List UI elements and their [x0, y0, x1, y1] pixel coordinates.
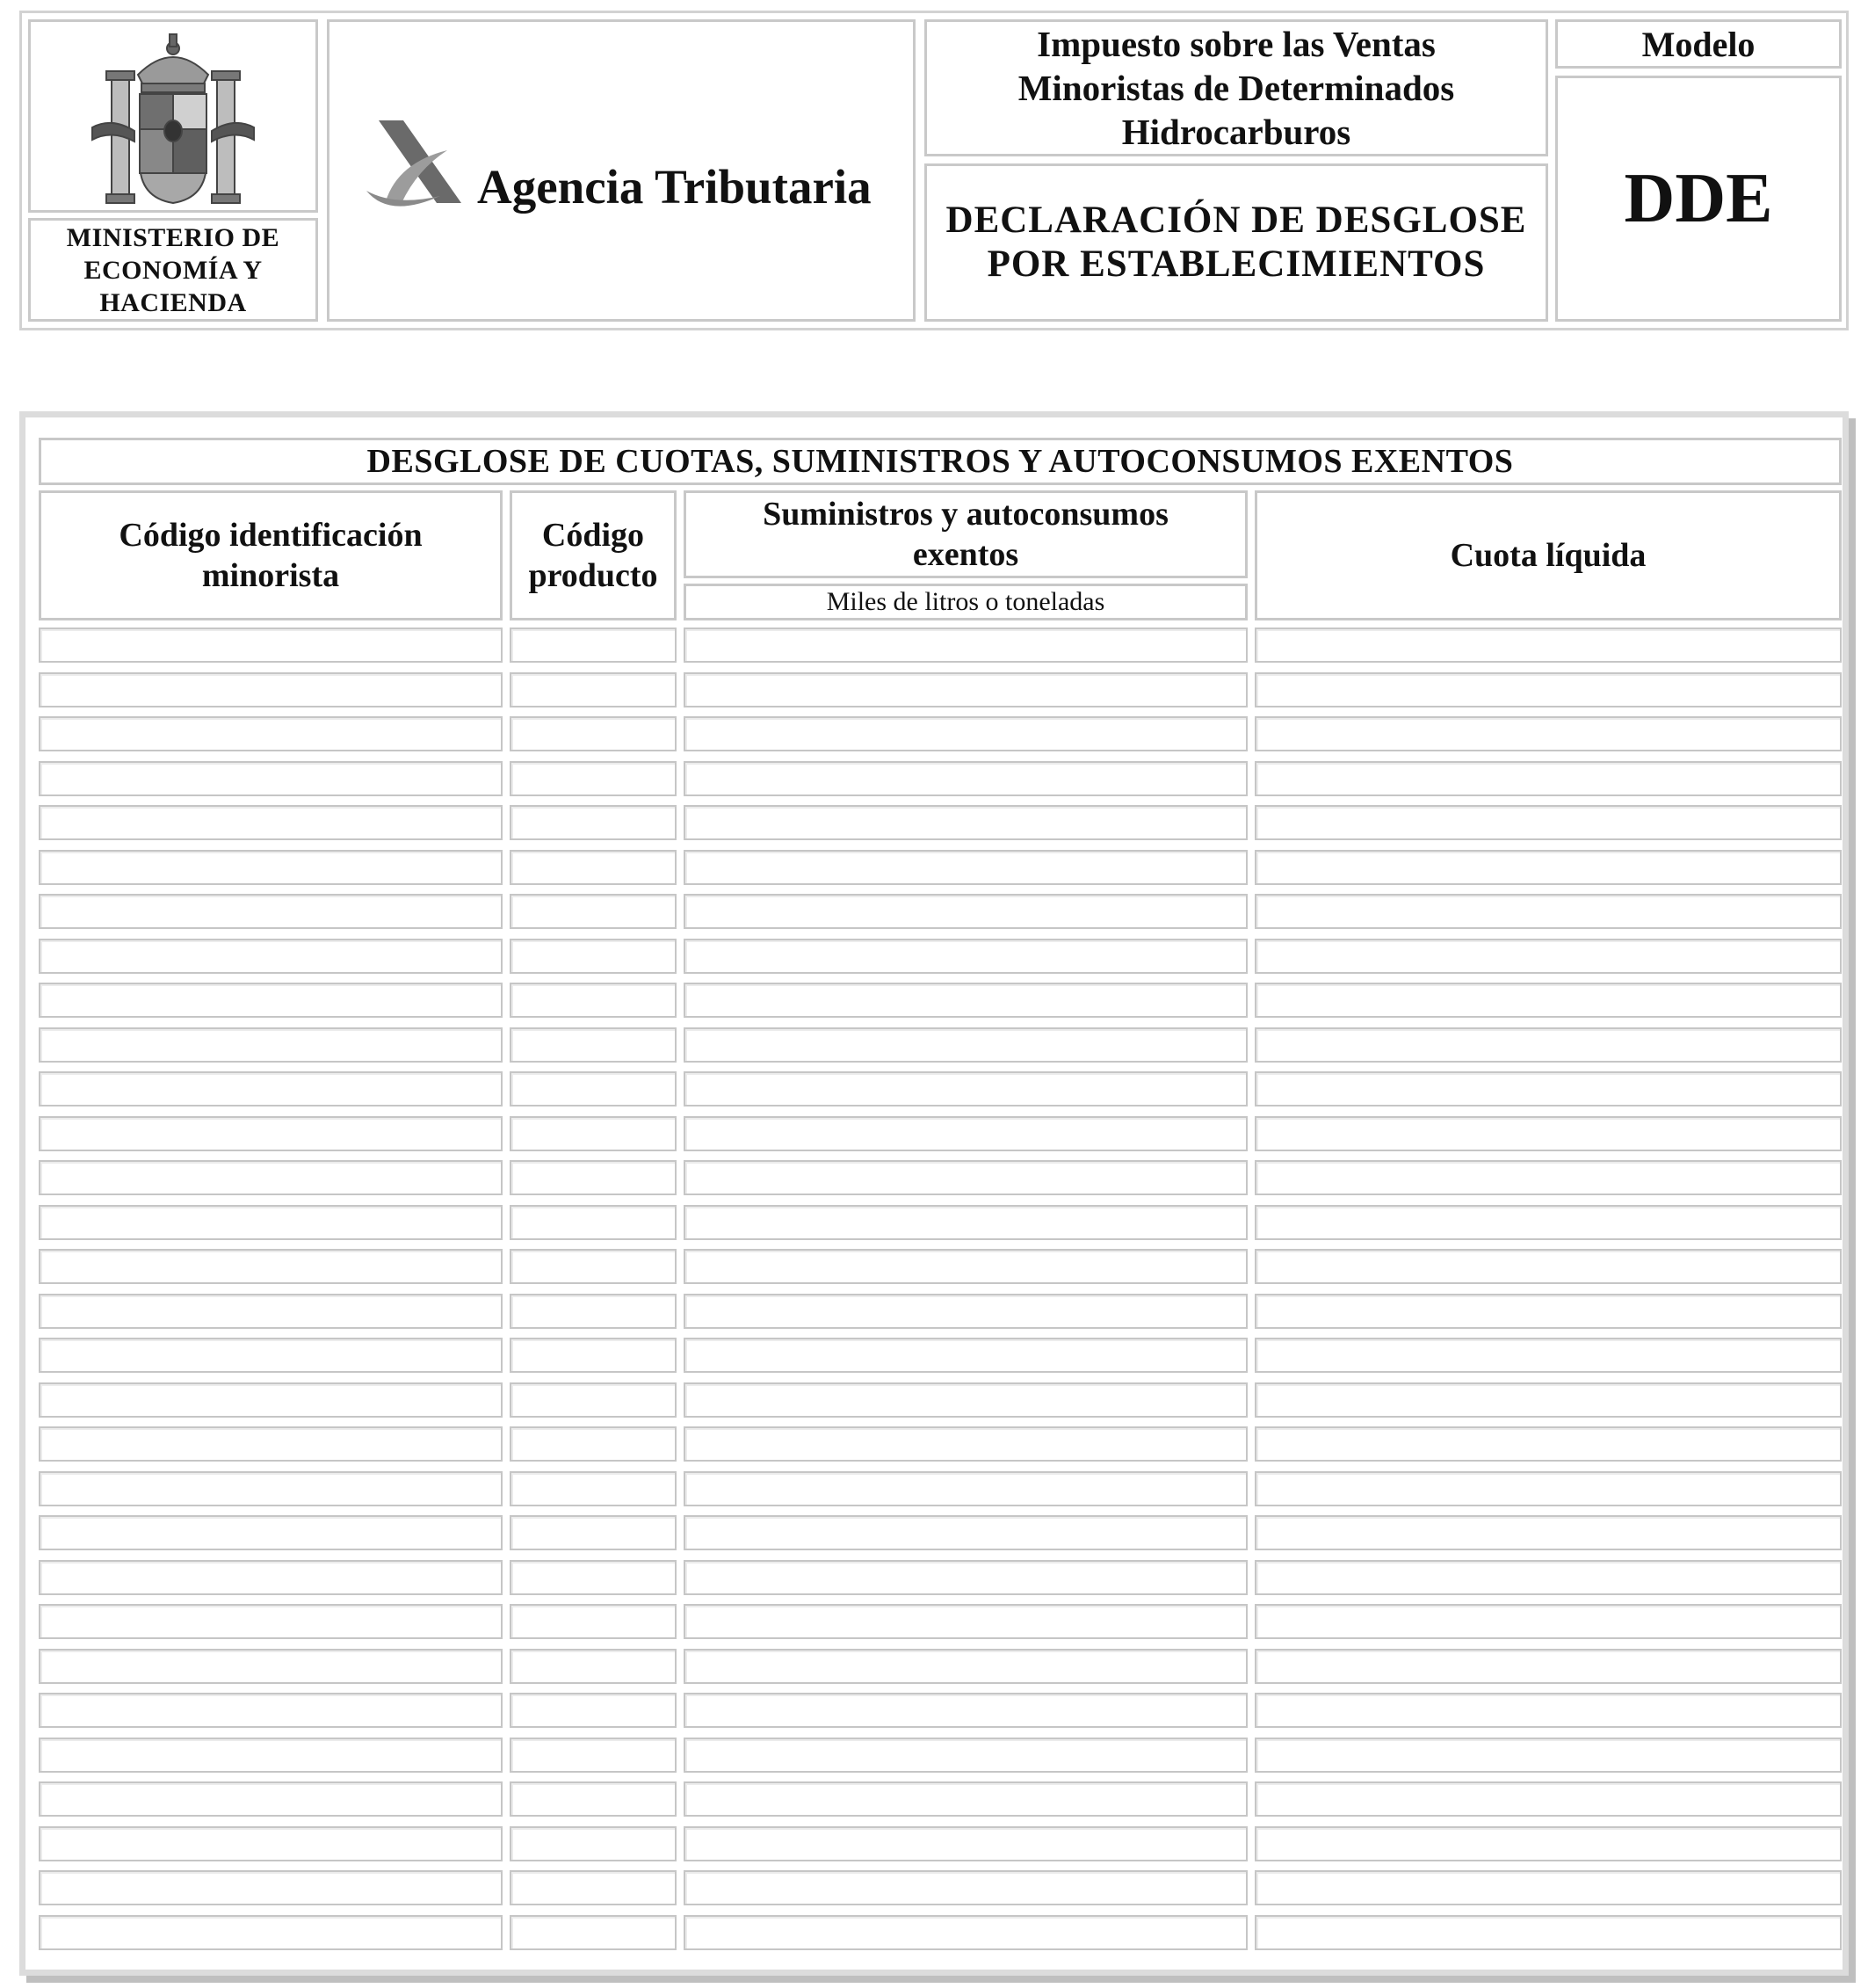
cell-codigo-producto[interactable]: [510, 716, 677, 751]
cell-cuota[interactable]: [1255, 1426, 1842, 1462]
cell-cuota[interactable]: [1255, 1071, 1842, 1106]
cell-codigo-producto[interactable]: [510, 939, 677, 974]
cell-cuota[interactable]: [1255, 1382, 1842, 1418]
cell-codigo-minorista[interactable]: [39, 1560, 503, 1595]
cell-cuota[interactable]: [1255, 1604, 1842, 1639]
cell-codigo-minorista[interactable]: [39, 1870, 503, 1905]
col-header-codigo-producto-label: Código producto: [528, 517, 658, 594]
cell-cuota[interactable]: [1255, 850, 1842, 885]
cell-codigo-producto[interactable]: [510, 1160, 677, 1195]
cell-cuota[interactable]: [1255, 1870, 1842, 1905]
cell-codigo-producto[interactable]: [510, 1471, 677, 1506]
cell-codigo-producto[interactable]: [510, 672, 677, 707]
cell-codigo-minorista[interactable]: [39, 1294, 503, 1329]
cell-cuota[interactable]: [1255, 672, 1842, 707]
cell-cuota[interactable]: [1255, 894, 1842, 929]
section-title-box: [39, 438, 1842, 485]
cell-codigo-minorista[interactable]: [39, 1781, 503, 1817]
cell-suministros[interactable]: [684, 1205, 1248, 1240]
cell-codigo-producto[interactable]: [510, 983, 677, 1018]
cell-codigo-producto[interactable]: [510, 1205, 677, 1240]
cell-suministros[interactable]: [684, 761, 1248, 796]
modelo-label-box: [1555, 19, 1842, 69]
ministry-name: MINISTERIO DE ECONOMÍA Y HACIENDA: [66, 222, 280, 317]
cell-codigo-producto[interactable]: [510, 850, 677, 885]
cell-codigo-minorista[interactable]: [39, 1205, 503, 1240]
cell-cuota[interactable]: [1255, 1515, 1842, 1550]
cell-codigo-minorista[interactable]: [39, 850, 503, 885]
cell-cuota[interactable]: [1255, 1205, 1842, 1240]
cell-suministros[interactable]: [684, 1071, 1248, 1106]
cell-cuota[interactable]: [1255, 1738, 1842, 1773]
cell-cuota[interactable]: [1255, 1116, 1842, 1151]
cell-codigo-producto[interactable]: [510, 628, 677, 663]
cell-codigo-minorista[interactable]: [39, 672, 503, 707]
modelo-code: DDE: [1624, 159, 1773, 237]
cell-suministros[interactable]: [684, 1738, 1248, 1773]
cell-suministros[interactable]: [684, 1515, 1248, 1550]
cell-suministros[interactable]: [684, 1338, 1248, 1373]
col-header-codigo-minorista-label: Código identificación minorista: [119, 517, 423, 594]
cell-codigo-minorista[interactable]: [39, 1116, 503, 1151]
modelo-label: Modelo: [1641, 24, 1756, 64]
cell-codigo-minorista[interactable]: [39, 1338, 503, 1373]
cell-codigo-minorista[interactable]: [39, 1915, 503, 1950]
cell-codigo-minorista[interactable]: [39, 1471, 503, 1506]
cell-codigo-minorista[interactable]: [39, 1826, 503, 1861]
cell-suministros[interactable]: [684, 1826, 1248, 1861]
cell-suministros[interactable]: [684, 983, 1248, 1018]
cell-codigo-minorista[interactable]: [39, 1649, 503, 1684]
cell-suministros[interactable]: [684, 1604, 1248, 1639]
cell-cuota[interactable]: [1255, 1471, 1842, 1506]
cell-cuota[interactable]: [1255, 1160, 1842, 1195]
cell-suministros[interactable]: [684, 628, 1248, 663]
spain-coat-of-arms-icon: [31, 22, 315, 210]
cell-cuota[interactable]: [1255, 1560, 1842, 1595]
cell-suministros[interactable]: [684, 1426, 1248, 1462]
cell-suministros[interactable]: [684, 1870, 1248, 1905]
cell-suministros[interactable]: [684, 1560, 1248, 1595]
cell-cuota[interactable]: [1255, 1338, 1842, 1373]
cell-suministros[interactable]: [684, 1116, 1248, 1151]
cell-codigo-producto[interactable]: [510, 1826, 677, 1861]
cell-codigo-producto[interactable]: [510, 1870, 677, 1905]
cell-codigo-minorista[interactable]: [39, 628, 503, 663]
cell-cuota[interactable]: [1255, 716, 1842, 751]
cell-suministros[interactable]: [684, 1160, 1248, 1195]
ministry-name-box: [28, 218, 318, 322]
cell-suministros[interactable]: [684, 1249, 1248, 1284]
cell-codigo-producto[interactable]: [510, 1071, 677, 1106]
cell-codigo-minorista[interactable]: [39, 983, 503, 1018]
cell-codigo-producto[interactable]: [510, 1915, 677, 1950]
cell-suministros[interactable]: [684, 1471, 1248, 1506]
declaration-title: DECLARACIÓN DE DESGLOSE POR ESTABLECIMIENTOS: [945, 200, 1527, 285]
cell-codigo-minorista[interactable]: [39, 939, 503, 974]
cell-codigo-producto[interactable]: [510, 805, 677, 840]
cell-codigo-producto[interactable]: [510, 1604, 677, 1639]
ministry-emblem-box: [28, 19, 318, 213]
tax-name: Impuesto sobre las Ventas Minoristas de Determinados Hidrocarburos: [1017, 24, 1455, 152]
col-header-suministros-unit: [684, 584, 1248, 620]
cell-suministros[interactable]: [684, 1382, 1248, 1418]
cell-suministros[interactable]: [684, 1027, 1248, 1063]
cell-codigo-minorista[interactable]: [39, 716, 503, 751]
cell-codigo-minorista[interactable]: [39, 1249, 503, 1284]
agencia-tributaria-logo: [363, 115, 468, 212]
cell-suministros[interactable]: [684, 850, 1248, 885]
section-title: DESGLOSE DE CUOTAS, SUMINISTROS Y AUTOCONSUMOS EXENTOS: [366, 443, 1514, 480]
cell-codigo-producto[interactable]: [510, 894, 677, 929]
cell-codigo-minorista[interactable]: [39, 1071, 503, 1106]
cell-codigo-minorista[interactable]: [39, 1160, 503, 1195]
cell-cuota[interactable]: [1255, 939, 1842, 974]
cell-codigo-minorista[interactable]: [39, 1738, 503, 1773]
col-header-cuota: [1255, 490, 1842, 620]
cell-cuota[interactable]: [1255, 1294, 1842, 1329]
cell-suministros[interactable]: [684, 805, 1248, 840]
agency-name: Agencia Tributaria: [477, 160, 872, 214]
cell-codigo-producto[interactable]: [510, 1382, 677, 1418]
cell-cuota[interactable]: [1255, 628, 1842, 663]
cell-cuota[interactable]: [1255, 1781, 1842, 1817]
col-header-suministros: [684, 490, 1248, 578]
cell-codigo-minorista[interactable]: [39, 1515, 503, 1550]
cell-suministros[interactable]: [684, 716, 1248, 751]
cell-codigo-minorista[interactable]: [39, 1426, 503, 1462]
cell-cuota[interactable]: [1255, 761, 1842, 796]
cell-codigo-producto[interactable]: [510, 761, 677, 796]
cell-codigo-producto[interactable]: [510, 1738, 677, 1773]
cell-suministros[interactable]: [684, 672, 1248, 707]
cell-suministros[interactable]: [684, 1781, 1248, 1817]
cell-suministros[interactable]: [684, 1294, 1248, 1329]
cell-codigo-minorista[interactable]: [39, 1604, 503, 1639]
cell-suministros[interactable]: [684, 1915, 1248, 1950]
agency-box: [327, 19, 916, 322]
col-header-cuota-label: Cuota líquida: [1450, 537, 1647, 574]
cell-codigo-minorista[interactable]: [39, 894, 503, 929]
col-header-codigo-producto: [510, 490, 677, 620]
cell-codigo-minorista[interactable]: [39, 1382, 503, 1418]
cell-codigo-minorista[interactable]: [39, 761, 503, 796]
cell-cuota[interactable]: [1255, 1249, 1842, 1284]
cell-suministros[interactable]: [684, 1693, 1248, 1728]
cell-cuota[interactable]: [1255, 1915, 1842, 1950]
cell-codigo-producto[interactable]: [510, 1649, 677, 1684]
cell-codigo-producto[interactable]: [510, 1116, 677, 1151]
cell-codigo-producto[interactable]: [510, 1294, 677, 1329]
cell-codigo-producto[interactable]: [510, 1426, 677, 1462]
cell-suministros[interactable]: [684, 894, 1248, 929]
cell-suministros[interactable]: [684, 1649, 1248, 1684]
cell-cuota[interactable]: [1255, 1649, 1842, 1684]
cell-codigo-minorista[interactable]: [39, 1027, 503, 1063]
cell-codigo-producto[interactable]: [510, 1249, 677, 1284]
cell-codigo-producto[interactable]: [510, 1338, 677, 1373]
cell-codigo-producto[interactable]: [510, 1781, 677, 1817]
cell-codigo-producto[interactable]: [510, 1693, 677, 1728]
cell-cuota[interactable]: [1255, 983, 1842, 1018]
cell-cuota[interactable]: [1255, 1027, 1842, 1063]
cell-codigo-producto[interactable]: [510, 1560, 677, 1595]
cell-cuota[interactable]: [1255, 1693, 1842, 1728]
col-header-suministros-unit-label: Miles de litros o toneladas: [826, 587, 1105, 616]
cell-suministros[interactable]: [684, 939, 1248, 974]
tax-name-box: [924, 19, 1548, 156]
cell-codigo-producto[interactable]: [510, 1515, 677, 1550]
modelo-code-box: [1555, 76, 1842, 322]
cell-cuota[interactable]: [1255, 1826, 1842, 1861]
cell-cuota[interactable]: [1255, 805, 1842, 840]
col-header-suministros-label: Suministros y autoconsumos exentos: [763, 496, 1169, 573]
cell-codigo-producto[interactable]: [510, 1027, 677, 1063]
declaration-title-box: [924, 163, 1548, 322]
cell-codigo-minorista[interactable]: [39, 805, 503, 840]
col-header-codigo-minorista: [39, 490, 503, 620]
cell-codigo-minorista[interactable]: [39, 1693, 503, 1728]
